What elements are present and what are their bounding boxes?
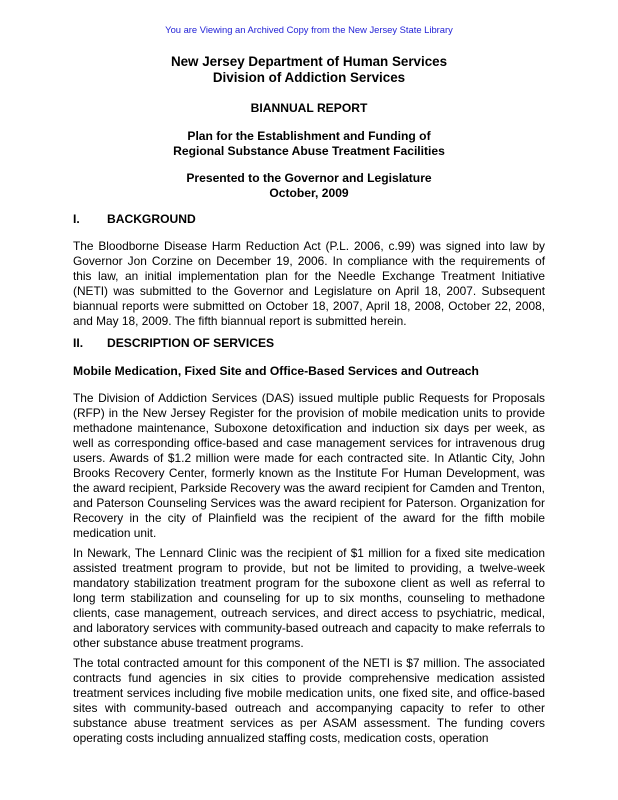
department-heading — [0, 54, 618, 86]
division-name: Division of Addiction Services — [212, 70, 406, 85]
plan-title-line-2: Regional Substance Abuse Treatment Facilities — [173, 144, 445, 158]
archive-notice: You are Viewing an Archived Copy from the New Jersey State Library — [165, 24, 453, 35]
section-heading-background — [73, 212, 196, 227]
section-title: BACKGROUND — [107, 212, 196, 226]
section-title: DESCRIPTION OF SERVICES — [107, 336, 275, 350]
presented-block — [0, 171, 618, 201]
plan-title — [0, 129, 618, 159]
department-name: New Jersey Department of Human Services — [170, 54, 448, 69]
section-heading-services — [73, 336, 274, 351]
presented-to: Presented to the Governor and Legislature — [186, 171, 432, 185]
background-paragraph: The Bloodborne Disease Harm Reduction Act (P.L. 2006, c.99) was signed into law by Governor Jon Corzine on December 19, 2006. In compliance with the requirements of this law, an initial implementation plan for the Needle Exchange Treatment Initiative (NETI) was submitted to the Governor and Legislature on April 18, 2007. Subsequent biannual reports were submitted on October 18, 2007, April 18, 2008, October 22, 2008, and May 18, 2009. The fifth biannual report is submitted herein. — [73, 239, 545, 328]
services-paragraph: The total contracted amount for this component of the NETI is $7 million. The associated contracts fund agencies in six cities to provide comprehensive medication assisted treatment services including five mobile medication units, one fixed site, and office-based sites with community-based outreach and accompanying capacity to refer to other substance abuse treatment services as per ASAM assessment. The funding covers operating costs including annualized staffing costs, medication costs, operation — [73, 656, 545, 745]
services-paragraph: In Newark, The Lennard Clinic was the recipient of $1 million for a fixed site medication assisted treatment program to provide, but not be limited to providing, a twelve-week mandatory stabilization treatment program for the suboxone client as well as referral to long term stabilization and counseling for up to six months, counseling to methadone clients, case management, outreach services, and direct access to psychiatric, medical, and laboratory services with community-based outreach and capacity to make referrals to other substance abuse treatment programs. — [73, 546, 545, 650]
services-paragraph: The Division of Addiction Services (DAS) issued multiple public Requests for Proposals (RFP) in the New Jersey Register for the provision of mobile medication units to provide methadone maintenance, Suboxone detoxification and induction six days per week, as well as corresponding office-based and case management services for intravenous drug users. Awards of $1.2 million were made for each contracted site. In Atlantic City, John Brooks Recovery Center, formerly known as the Institute For Human Development, was the award recipient, Parkside Recovery was the award recipient for Camden and Trenton, and Paterson Counseling Services was the award recipient for Paterson. Organization for Recovery in the city of Plainfield was the recipient of the award for the fifth mobile medication unit. — [73, 391, 545, 540]
report-type: BIANNUAL REPORT — [250, 101, 368, 115]
services-subheading: Mobile Medication, Fixed Site and Office-Based Services and Outreach — [73, 364, 479, 378]
section-number: I. — [73, 212, 80, 226]
section-number: II. — [73, 336, 84, 350]
report-date: October, 2009 — [269, 186, 349, 200]
plan-title-line-1: Plan for the Establishment and Funding of — [187, 129, 431, 143]
